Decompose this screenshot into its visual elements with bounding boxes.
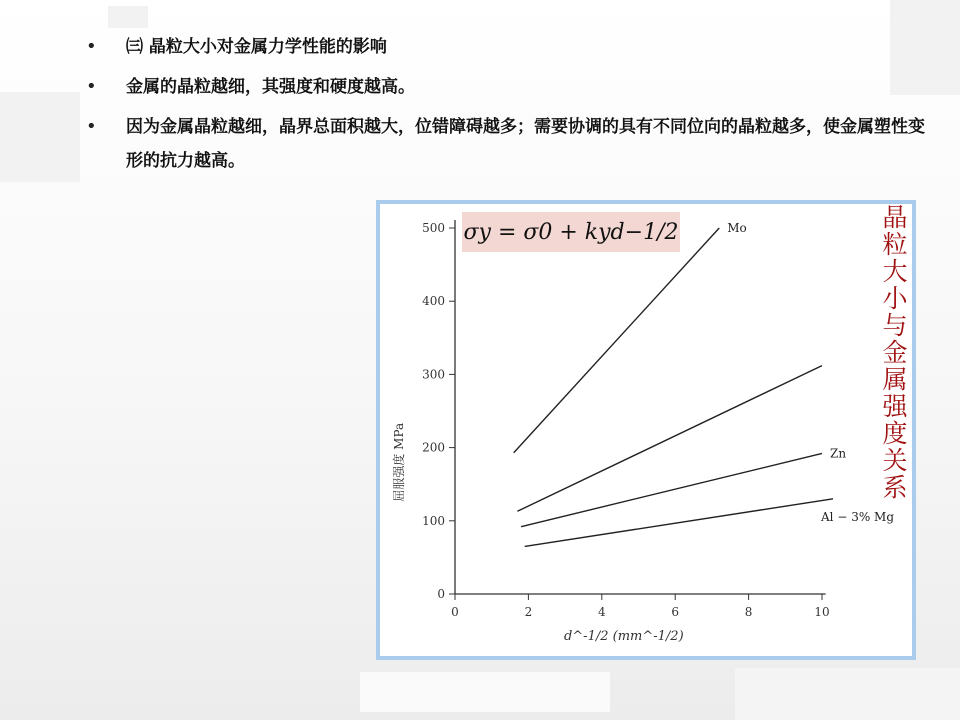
y-tick-label: 200	[422, 440, 445, 455]
x-tick-label: 8	[744, 605, 753, 619]
x-tick-label: 2	[524, 605, 533, 619]
series-line	[517, 366, 822, 512]
series-line	[514, 228, 720, 453]
bullet-marker: •	[86, 36, 97, 57]
series-line	[521, 453, 822, 526]
bullet-marker: •	[86, 116, 97, 137]
y-axis-label: 屈服强度 MPa	[392, 422, 406, 502]
bullet-marker: •	[86, 76, 97, 97]
figure-side-title: 晶粒大小与金属强度关系	[882, 203, 908, 502]
formula: σy = σ0 + kyd−1/2	[462, 212, 680, 252]
series-line	[525, 499, 833, 547]
x-axis-label: d^-1/2 (mm^-1/2)	[563, 629, 684, 644]
bullet-text: 金属的晶粒越细，其强度和硬度越高。	[126, 77, 415, 97]
y-tick-label: 400	[422, 294, 445, 309]
y-tick-label: 500	[422, 221, 445, 235]
series-label: Al − 3% Mg	[821, 509, 895, 524]
y-tick-label: 300	[422, 367, 445, 382]
y-tick-label: 100	[422, 513, 445, 528]
x-tick-label: 4	[597, 605, 606, 619]
series-label: Mo	[727, 221, 747, 235]
y-tick-label: 0	[437, 587, 445, 601]
series-label: Zn	[830, 446, 847, 461]
x-tick-label: 10	[814, 605, 830, 619]
bullet-text: 因为金属晶粒越细，晶界总面积越大，位错障碍越多；需要协调的具有不同位向的晶粒越多，使金属塑性变形的抗力越高。	[126, 117, 925, 171]
x-tick-label: 6	[671, 605, 680, 619]
bullet-heading: ㈢ 晶粒大小对金属力学性能的影响	[126, 37, 387, 57]
x-tick-label: 0	[451, 605, 459, 619]
